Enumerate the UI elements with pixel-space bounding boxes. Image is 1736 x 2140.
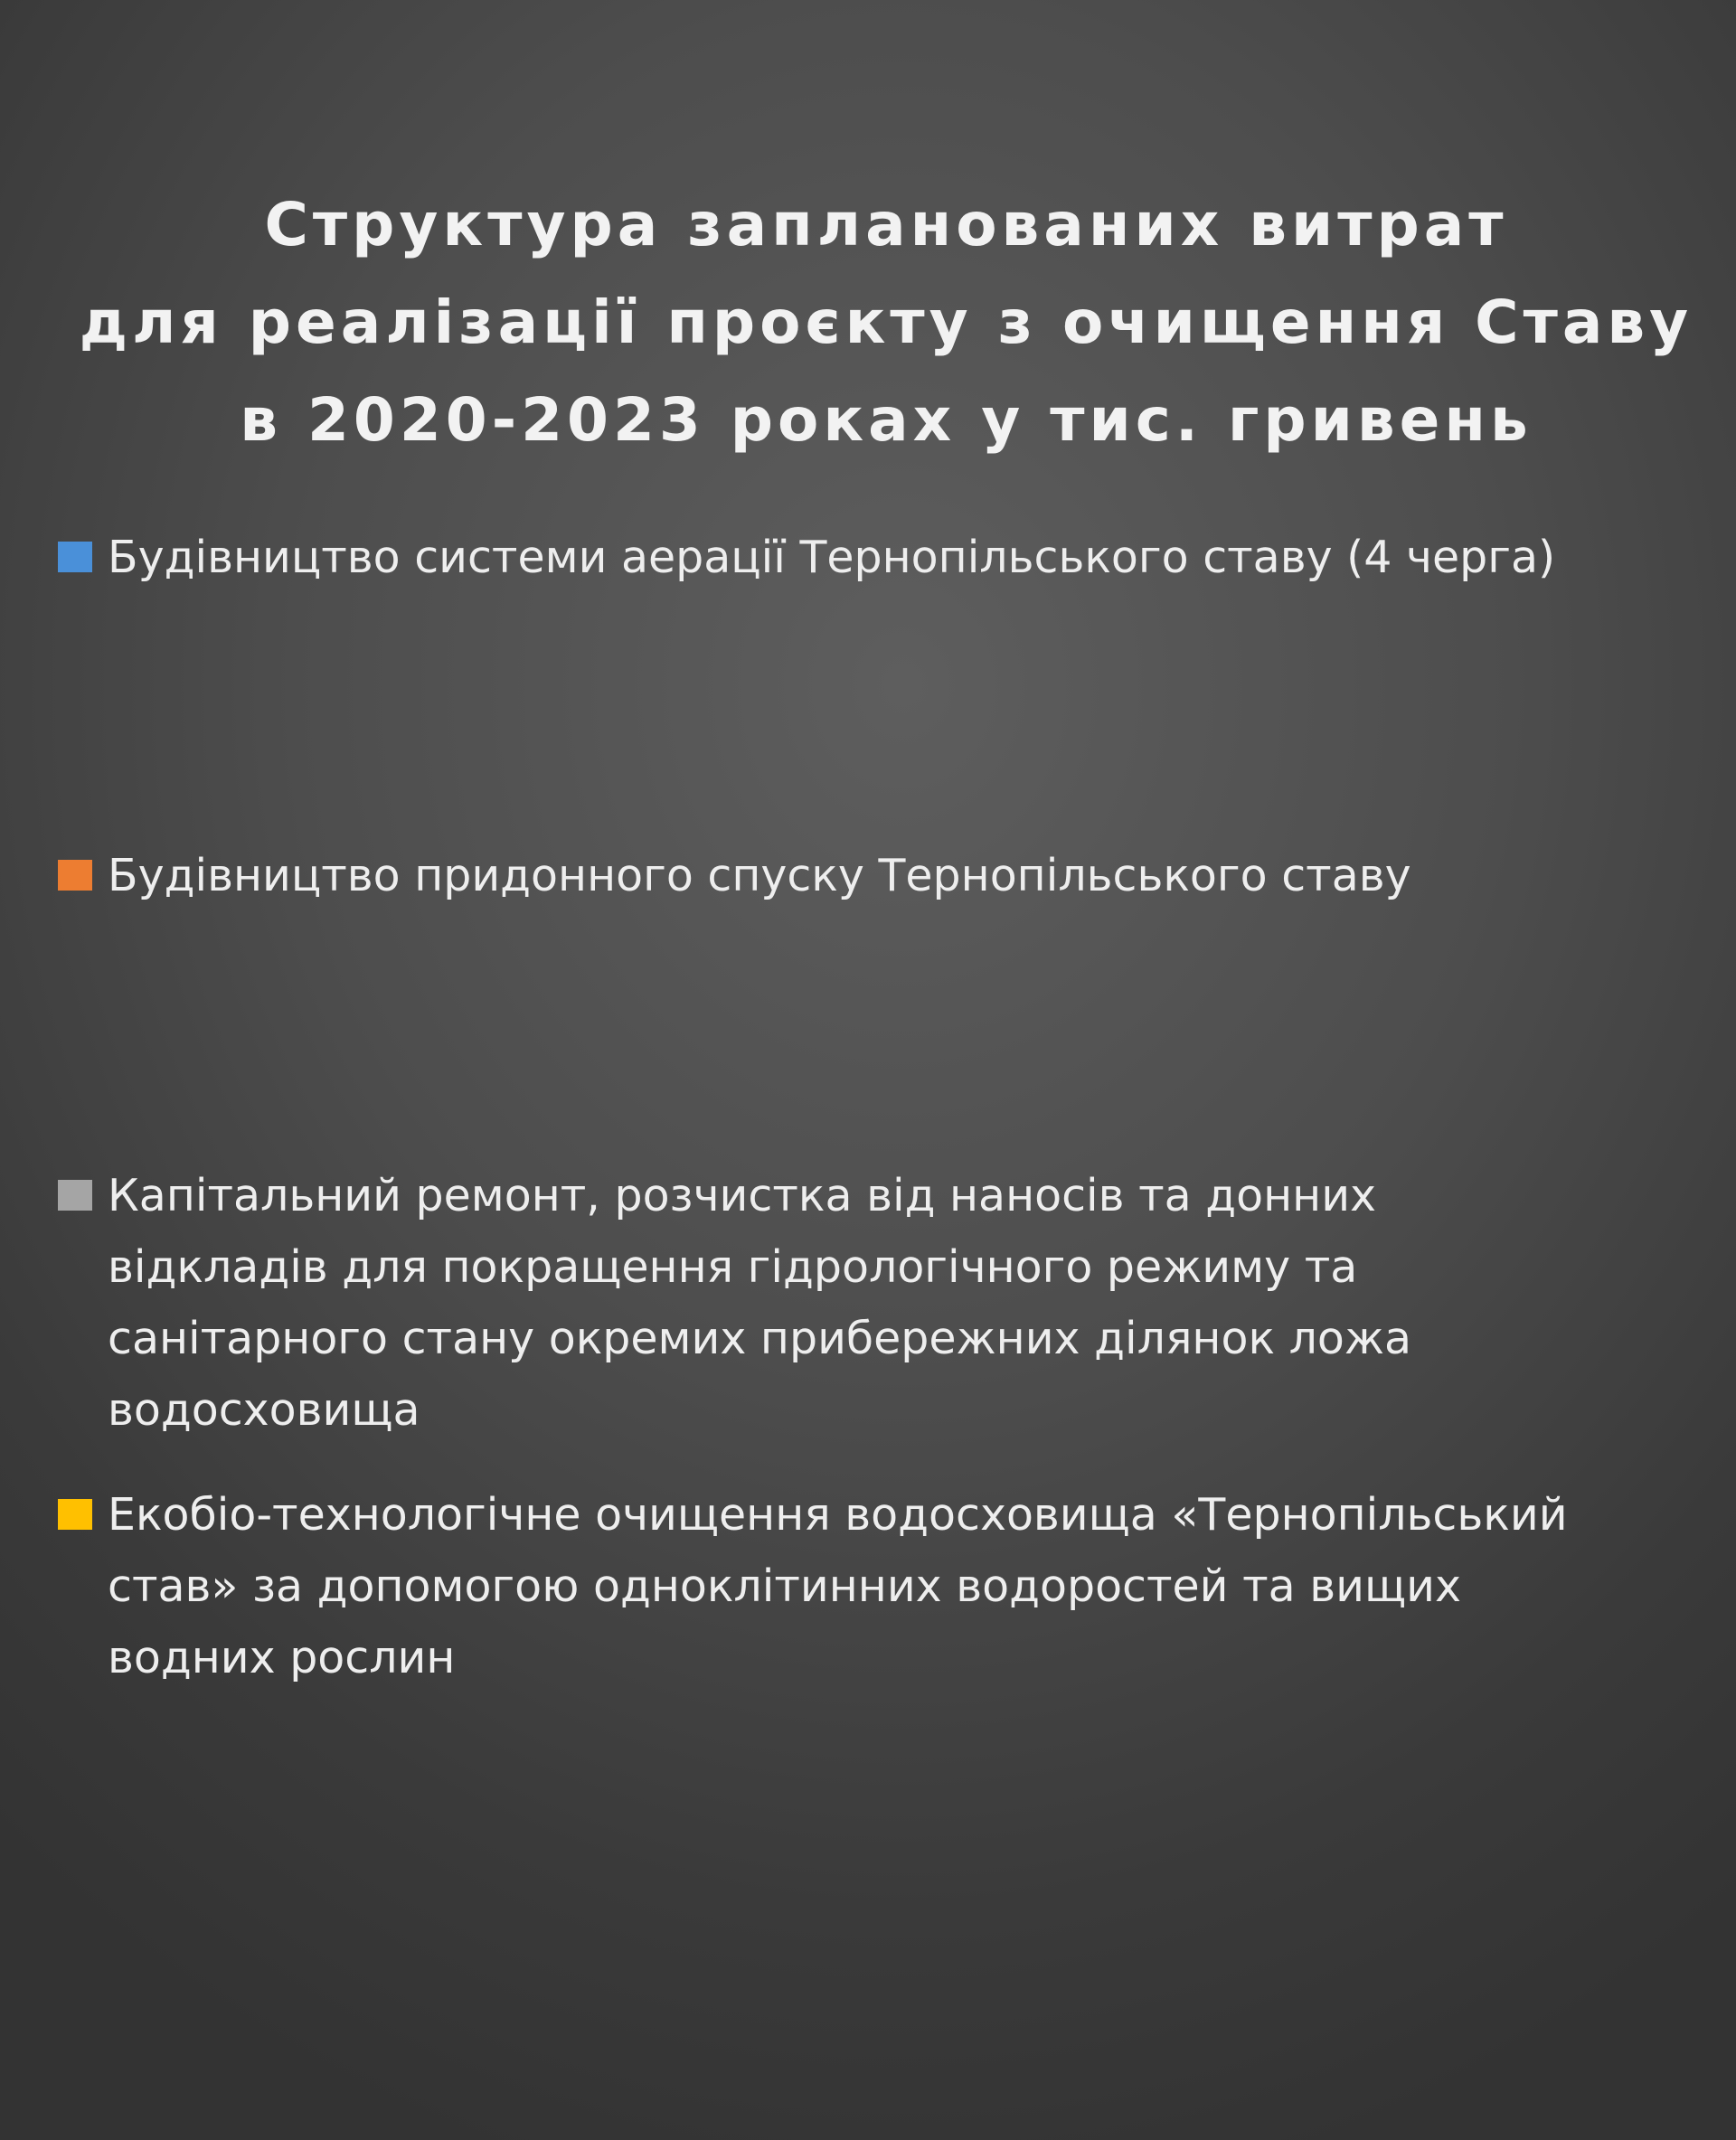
legend-label-line: Будівництво системи аерації Тернопільського ставу (4 черга): [108, 532, 1556, 583]
legend-label: [108, 840, 1735, 911]
legend-label: [108, 522, 1735, 593]
chart-title-line: в 2020-2023 роках у тис. гривень: [240, 385, 1533, 455]
legend-label-line: став» за допомогою одноклітинних водоростей та вищих: [108, 1560, 1461, 1612]
chart-title-line: Структура запланованих витрат: [264, 190, 1508, 259]
legend-swatch: [58, 860, 92, 891]
legend-label: [108, 1160, 1735, 1446]
legend-swatch: [58, 542, 92, 572]
legend-label-line: водосховища: [108, 1384, 420, 1436]
legend-swatch: [58, 1180, 92, 1211]
legend-label-line: Капітальний ремонт, розчистка від наносів та донних: [108, 1170, 1377, 1221]
legend-label-line: водних рослин: [108, 1632, 456, 1683]
legend-label-line: відкладів для покращення гідрологічного режиму та: [108, 1241, 1358, 1293]
legend-label-line: санітарного стану окремих прибережних ділянок ложа: [108, 1313, 1412, 1364]
legend-label-line: Будівництво придонного спуску Тернопільського ставу: [108, 850, 1411, 901]
chart-title-line: для реалізації проєкту з очищення Ставу: [79, 288, 1694, 357]
legend-label: [108, 1479, 1735, 1693]
chart-title: [36, 176, 1736, 469]
legend-swatch: [58, 1499, 92, 1530]
legend-label-line: Екобіо-технологічне очищення водосховища «Тернопільський: [108, 1489, 1568, 1541]
